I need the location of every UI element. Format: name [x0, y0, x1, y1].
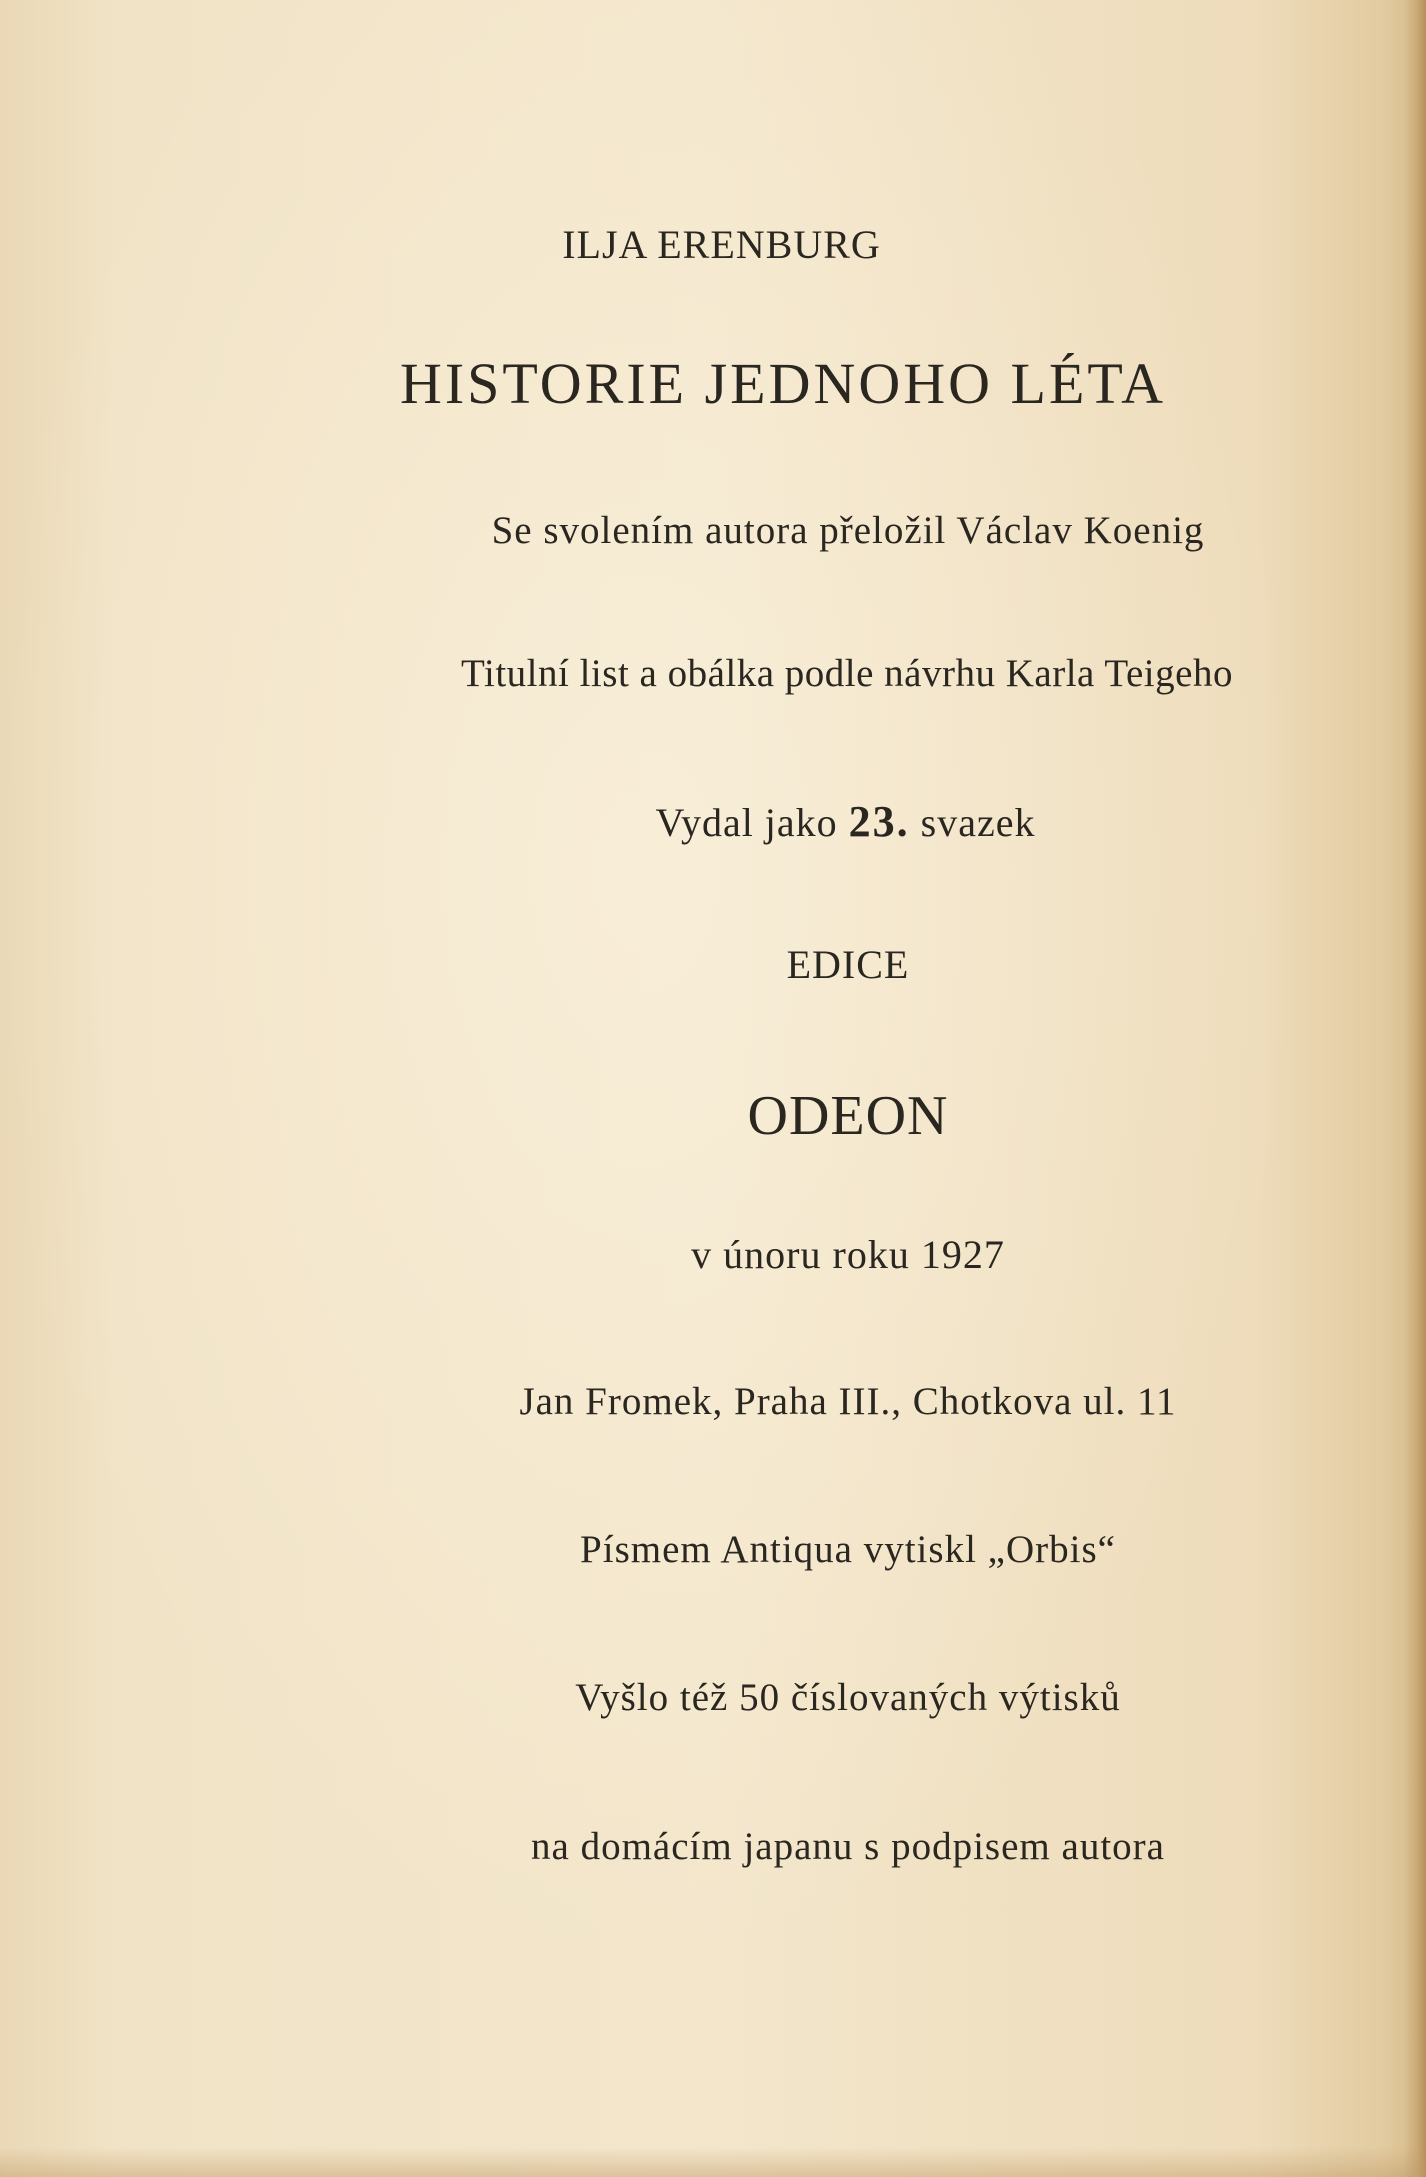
volume-line — [0, 797, 1426, 846]
translator-credit: Se svolením autora přeložil Václav Koenig — [491, 509, 1205, 552]
volume-prefix: Vydal jako — [655, 800, 838, 845]
author-name: ILJA ERENBURG — [562, 222, 881, 267]
edition-name: ODEON — [747, 1085, 949, 1147]
numbered-copies-note: na domácím japanu s podpisem autora — [531, 1825, 1165, 1868]
book-title: HISTORIE JEDNOHO LÉTA — [399, 351, 1167, 416]
numbered-copies: Vyšlo též 50 číslovaných výtisků — [575, 1676, 1121, 1719]
edition-label: EDICE — [786, 942, 910, 987]
publisher-address: Jan Fromek, Praha III., Chotkova ul. 11 — [519, 1380, 1177, 1423]
design-credit: Titulní list a obálka podle návrhu Karla Teigeho — [461, 652, 1233, 695]
page-bottom-shadow — [0, 2147, 1426, 2177]
volume-suffix: svazek — [920, 800, 1036, 845]
printer-credit: Písmem Antiqua vytiskl „Orbis“ — [580, 1528, 1116, 1571]
volume-number: 23. — [848, 797, 910, 846]
publication-date: v únoru roku 1927 — [691, 1232, 1005, 1277]
